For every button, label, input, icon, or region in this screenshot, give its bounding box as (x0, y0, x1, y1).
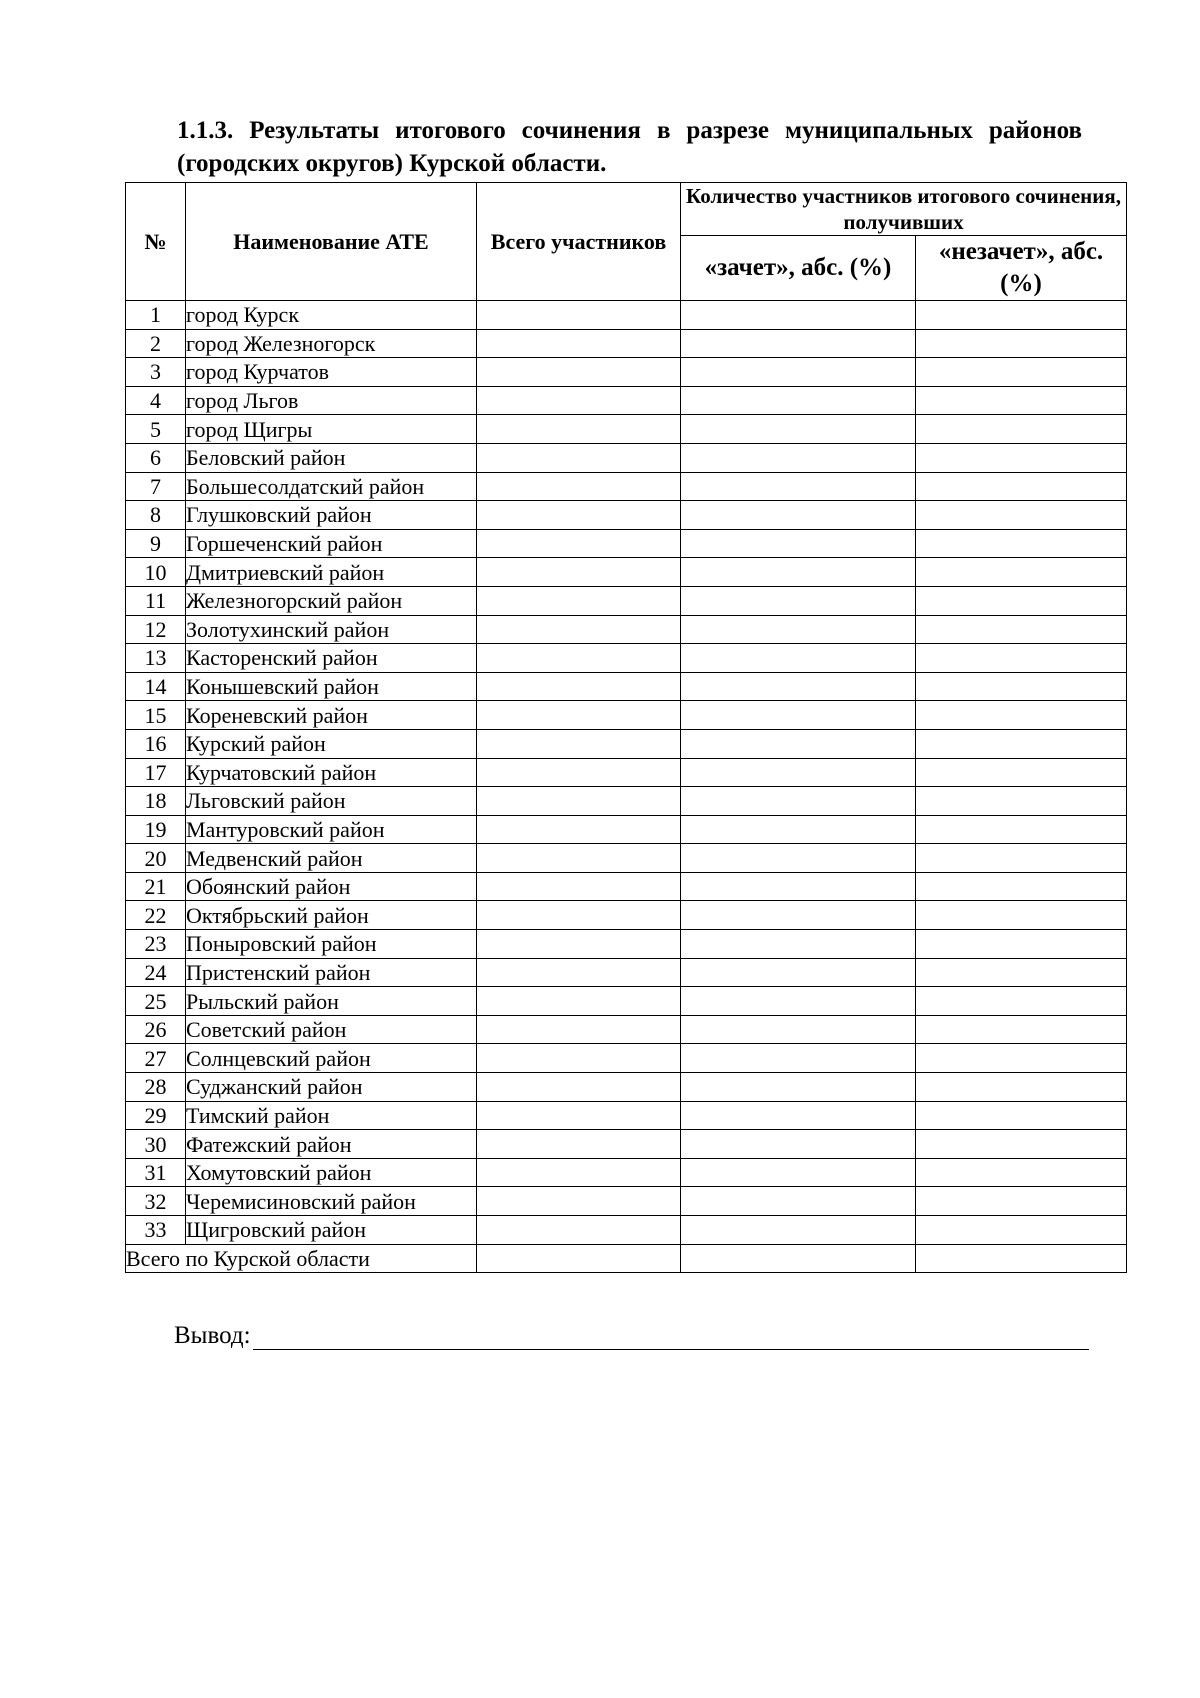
row-number: 2 (126, 329, 186, 358)
table-row (126, 358, 1127, 387)
pass-cell (681, 558, 916, 587)
row-name: Касторенский район (186, 644, 477, 673)
row-number: 6 (126, 443, 186, 472)
pass-cell (681, 901, 916, 930)
fail-cell (916, 586, 1127, 615)
row-name: Фатежский район (186, 1130, 477, 1159)
table-row (126, 558, 1127, 587)
fail-cell (916, 529, 1127, 558)
participants-cell (477, 844, 681, 873)
participants-cell (477, 1101, 681, 1130)
table-row (126, 1044, 1127, 1073)
participants-cell (477, 672, 681, 701)
participants-cell (477, 1158, 681, 1187)
row-number: 5 (126, 415, 186, 444)
table-row (126, 1073, 1127, 1102)
row-name: Льговский район (186, 787, 477, 816)
pass-cell (681, 1187, 916, 1216)
row-name: Поныровский район (186, 930, 477, 959)
pass-cell (681, 958, 916, 987)
participants-cell (477, 787, 681, 816)
fail-cell (916, 443, 1127, 472)
participants-cell (477, 615, 681, 644)
participants-cell (477, 729, 681, 758)
row-number: 25 (126, 987, 186, 1016)
table-row (126, 672, 1127, 701)
row-number: 28 (126, 1073, 186, 1102)
row-number: 17 (126, 758, 186, 787)
table-body (126, 301, 1127, 1273)
fail-cell (916, 729, 1127, 758)
pass-cell (681, 501, 916, 530)
header-pass: «зачет», абс. (%) (681, 236, 916, 301)
table-row (126, 901, 1127, 930)
fail-cell (916, 329, 1127, 358)
table-row (126, 815, 1127, 844)
pass-cell (681, 1101, 916, 1130)
results-table (125, 182, 1127, 1273)
participants-cell (477, 930, 681, 959)
row-number: 9 (126, 529, 186, 558)
pass-cell (681, 729, 916, 758)
row-name: Щигровский район (186, 1216, 477, 1245)
pass-cell (681, 615, 916, 644)
table-row (126, 1101, 1127, 1130)
fail-cell (916, 558, 1127, 587)
row-name: Глушковский район (186, 501, 477, 530)
fail-cell (916, 1130, 1127, 1159)
header-group: Количество участников итогового сочинения, получивших (681, 183, 1127, 236)
fail-cell (916, 472, 1127, 501)
fail-cell (916, 1158, 1127, 1187)
participants-cell (477, 958, 681, 987)
pass-cell (681, 415, 916, 444)
row-name: Мантуровский район (186, 815, 477, 844)
participants-cell (477, 1187, 681, 1216)
row-name: Пристенский район (186, 958, 477, 987)
row-name: Октябрьский район (186, 901, 477, 930)
row-number: 26 (126, 1015, 186, 1044)
pass-cell (681, 329, 916, 358)
table-row (126, 1158, 1127, 1187)
participants-cell (477, 758, 681, 787)
header-total: Всего участников (477, 183, 681, 301)
row-number: 1 (126, 301, 186, 330)
conclusion-line (253, 1325, 1089, 1350)
fail-cell (916, 615, 1127, 644)
participants-cell (477, 386, 681, 415)
row-name: город Щигры (186, 415, 477, 444)
total-row (126, 1244, 1127, 1273)
row-name: Кореневский район (186, 701, 477, 730)
pass-cell (681, 358, 916, 387)
fail-cell (916, 1101, 1127, 1130)
fail-cell (916, 386, 1127, 415)
pass-cell (681, 1015, 916, 1044)
participants-cell (477, 301, 681, 330)
participants-cell (477, 443, 681, 472)
row-name: Советский район (186, 1015, 477, 1044)
table-row (126, 329, 1127, 358)
row-name: Горшеченский район (186, 529, 477, 558)
fail-cell (916, 815, 1127, 844)
pass-cell (681, 1130, 916, 1159)
pass-cell (681, 1044, 916, 1073)
row-name: Медвенский район (186, 844, 477, 873)
fail-cell (916, 501, 1127, 530)
row-number: 8 (126, 501, 186, 530)
table-row (126, 930, 1127, 959)
header-fail: «незачет», абс. (%) (916, 236, 1127, 301)
table-row (126, 987, 1127, 1016)
participants-cell (477, 644, 681, 673)
total-label: Всего по Курской области (126, 1244, 477, 1273)
pass-cell (681, 815, 916, 844)
row-name: Большесолдатский район (186, 472, 477, 501)
table-row (126, 1130, 1127, 1159)
row-name: Беловский район (186, 443, 477, 472)
row-number: 21 (126, 872, 186, 901)
row-name: город Льгов (186, 386, 477, 415)
fail-cell (916, 415, 1127, 444)
row-number: 32 (126, 1187, 186, 1216)
row-number: 3 (126, 358, 186, 387)
row-name: город Железногорск (186, 329, 477, 358)
row-number: 27 (126, 1044, 186, 1073)
row-name: Солнцевский район (186, 1044, 477, 1073)
row-name: Золотухинский район (186, 615, 477, 644)
row-name: город Курск (186, 301, 477, 330)
pass-cell (681, 758, 916, 787)
table-row (126, 1187, 1127, 1216)
row-number: 13 (126, 644, 186, 673)
table-row (126, 758, 1127, 787)
pass-cell (681, 301, 916, 330)
fail-cell (916, 901, 1127, 930)
row-name: Суджанский район (186, 1073, 477, 1102)
row-number: 15 (126, 701, 186, 730)
table-row (126, 443, 1127, 472)
pass-cell (681, 386, 916, 415)
row-name: Курский район (186, 729, 477, 758)
fail-cell (916, 987, 1127, 1016)
participants-cell (477, 901, 681, 930)
row-number: 29 (126, 1101, 186, 1130)
pass-cell (681, 1158, 916, 1187)
row-number: 12 (126, 615, 186, 644)
fail-cell (916, 1044, 1127, 1073)
participants-cell (477, 329, 681, 358)
pass-cell (681, 644, 916, 673)
header-name: Наименование АТЕ (186, 183, 477, 301)
table-row (126, 701, 1127, 730)
row-name: Обоянский район (186, 872, 477, 901)
row-name: Хомутовский район (186, 1158, 477, 1187)
participants-cell (477, 558, 681, 587)
fail-cell (916, 958, 1127, 987)
pass-cell (681, 872, 916, 901)
table-row (126, 615, 1127, 644)
table-row (126, 958, 1127, 987)
row-number: 4 (126, 386, 186, 415)
pass-cell (681, 1216, 916, 1245)
fail-cell (916, 644, 1127, 673)
fail-cell (916, 358, 1127, 387)
table-row (126, 787, 1127, 816)
fail-cell (916, 1015, 1127, 1044)
table-row (126, 644, 1127, 673)
conclusion (174, 1322, 1089, 1350)
table-row (126, 1216, 1127, 1245)
row-number: 7 (126, 472, 186, 501)
row-number: 16 (126, 729, 186, 758)
fail-cell (916, 758, 1127, 787)
participants-cell (477, 1216, 681, 1245)
table-row (126, 386, 1127, 415)
row-number: 23 (126, 930, 186, 959)
participants-cell (477, 1015, 681, 1044)
participants-cell (477, 1073, 681, 1102)
table-row (126, 529, 1127, 558)
row-name: город Курчатов (186, 358, 477, 387)
table-row (126, 1015, 1127, 1044)
participants-cell (477, 529, 681, 558)
fail-cell (916, 787, 1127, 816)
row-name: Рыльский район (186, 987, 477, 1016)
total-fail-cell (916, 1244, 1127, 1273)
table-row (126, 501, 1127, 530)
row-number: 20 (126, 844, 186, 873)
row-name: Черемисиновский район (186, 1187, 477, 1216)
fail-cell (916, 930, 1127, 959)
pass-cell (681, 443, 916, 472)
table-row (126, 301, 1127, 330)
row-number: 31 (126, 1158, 186, 1187)
row-number: 19 (126, 815, 186, 844)
pass-cell (681, 844, 916, 873)
pass-cell (681, 586, 916, 615)
row-number: 14 (126, 672, 186, 701)
fail-cell (916, 872, 1127, 901)
pass-cell (681, 930, 916, 959)
fail-cell (916, 701, 1127, 730)
row-number: 33 (126, 1216, 186, 1245)
row-number: 22 (126, 901, 186, 930)
row-name: Железногорский район (186, 586, 477, 615)
row-number: 30 (126, 1130, 186, 1159)
pass-cell (681, 672, 916, 701)
total-pass-cell (681, 1244, 916, 1273)
fail-cell (916, 1073, 1127, 1102)
row-number: 10 (126, 558, 186, 587)
fail-cell (916, 301, 1127, 330)
pass-cell (681, 529, 916, 558)
row-number: 11 (126, 586, 186, 615)
participants-cell (477, 586, 681, 615)
row-number: 24 (126, 958, 186, 987)
participants-cell (477, 501, 681, 530)
participants-cell (477, 358, 681, 387)
fail-cell (916, 1187, 1127, 1216)
pass-cell (681, 787, 916, 816)
fail-cell (916, 672, 1127, 701)
conclusion-label: Вывод: (174, 1322, 251, 1349)
participants-cell (477, 1044, 681, 1073)
participants-cell (477, 415, 681, 444)
row-number: 18 (126, 787, 186, 816)
participants-cell (477, 872, 681, 901)
fail-cell (916, 844, 1127, 873)
document-title: 1.1.3. Результаты итогового сочинения в разрезе муниципальных районов (городских округов) Курской области. (177, 117, 1082, 177)
table-row (126, 844, 1127, 873)
table-row (126, 415, 1127, 444)
row-name: Дмитриевский район (186, 558, 477, 587)
participants-cell (477, 815, 681, 844)
fail-cell (916, 1216, 1127, 1245)
pass-cell (681, 987, 916, 1016)
participants-cell (477, 701, 681, 730)
participants-cell (477, 472, 681, 501)
row-name: Конышевский район (186, 672, 477, 701)
participants-cell (477, 1130, 681, 1159)
header-num: № (126, 183, 186, 301)
table-row (126, 729, 1127, 758)
pass-cell (681, 472, 916, 501)
pass-cell (681, 1073, 916, 1102)
participants-cell (477, 987, 681, 1016)
table-row (126, 472, 1127, 501)
table-row (126, 872, 1127, 901)
row-name: Курчатовский район (186, 758, 477, 787)
total-participants-cell (477, 1244, 681, 1273)
table-row (126, 586, 1127, 615)
pass-cell (681, 701, 916, 730)
row-name: Тимский район (186, 1101, 477, 1130)
